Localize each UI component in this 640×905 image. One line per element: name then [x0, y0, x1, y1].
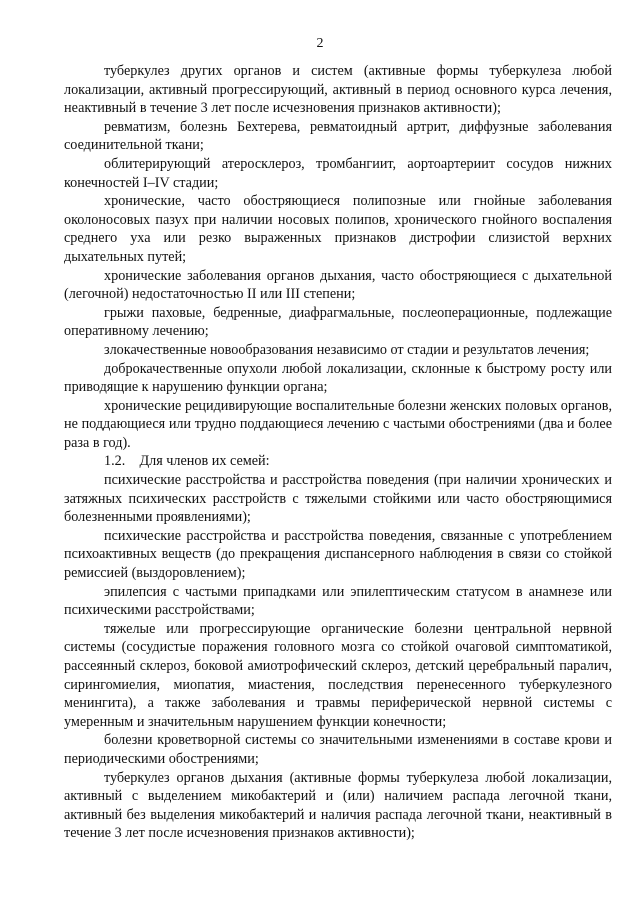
section-heading: 1.2. Для членов их семей:	[104, 453, 270, 470]
paragraph: болезни кроветворной системы со значительными изменениями в составе крови и периодическими обострениями;	[64, 732, 612, 767]
paragraph: туберкулез других органов и систем (активные формы туберкулеза любой локализации, активный прогрессирующий, активный в период основного курса лечения, неактивный в течение 3 лет после исчезновения признаков активности);	[64, 63, 612, 117]
paragraph: хронические, часто обостряющиеся полипозные или гнойные заболевания околоносовых пазух при наличии носовых полипов, хронического гнойного воспаления среднего уха или резко выраженных признаков дистрофии слизистой верхних дыхательных путей;	[64, 193, 612, 265]
paragraph: грыжи паховые, бедренные, диафрагмальные, послеоперационные, подлежащие оперативному лечению;	[64, 304, 612, 340]
paragraph: хронические рецидивирующие воспалительные болезни женских половых органов, не поддающиеся или трудно поддающиеся лечению с частыми обострениями (два и более раза в год).	[64, 397, 612, 451]
paragraph: доброкачественные опухоли любой локализации, склонные к быстрому росту или приводящие к нарушению функции органа;	[64, 360, 612, 396]
page-number: 2	[316, 36, 324, 51]
paragraph: облитерирующий атеросклероз, тромбангиит, аортоартериит сосудов нижних конечностей I–IV стадии;	[64, 155, 612, 191]
paragraph: психические расстройства и расстройства поведения (при наличии хронических и затяжных психических расстройств с тяжелыми стойкими или часто обостряющимися болезненными проявлениями);	[64, 472, 612, 526]
paragraph: ревматизм, болезнь Бехтерева, ревматоидный артрит, диффузные заболевания соединительной ткани;	[64, 118, 612, 154]
paragraph: психические расстройства и расстройства поведения, связанные с употреблением психоактивных веществ (до прекращения диспансерного наблюдения в связи со стойкой ремиссией (выздоровлением);	[64, 527, 612, 582]
paragraph: туберкулез органов дыхания (активные формы туберкулеза любой локализации, активный с выделением микобактерий и (или) наличием распада легочной ткани, активный без выделения микобактерий и наличия распада легочной ткани, неактивный в течение 3 лет после исчезновения признаков активности);	[64, 769, 612, 842]
paragraph: эпилепсия с частыми припадками или эпилептическим статусом в анамнезе или психическими расстройствами;	[64, 583, 612, 619]
paragraph: тяжелые или прогрессирующие органические болезни центральной нервной системы (сосудистые поражения головного мозга со стойкой очаговой симптоматикой, рассеянный склероз, боковой амиотрофический склероз, детский церебральный паралич, сирингомиелия, миопатия, миастения, последствия перенесенного туберкулезного менингита), а также заболевания и травмы периферической нервной системы с умеренным и значительным нарушением функции конечности;	[64, 620, 612, 730]
paragraph: хронические заболевания органов дыхания, часто обостряющиеся с дыхательной (легочной) недостаточностью II или III степени;	[64, 267, 612, 303]
document-body	[64, 62, 612, 843]
paragraph: злокачественные новообразования независимо от стадии и результатов лечения;	[104, 341, 590, 358]
